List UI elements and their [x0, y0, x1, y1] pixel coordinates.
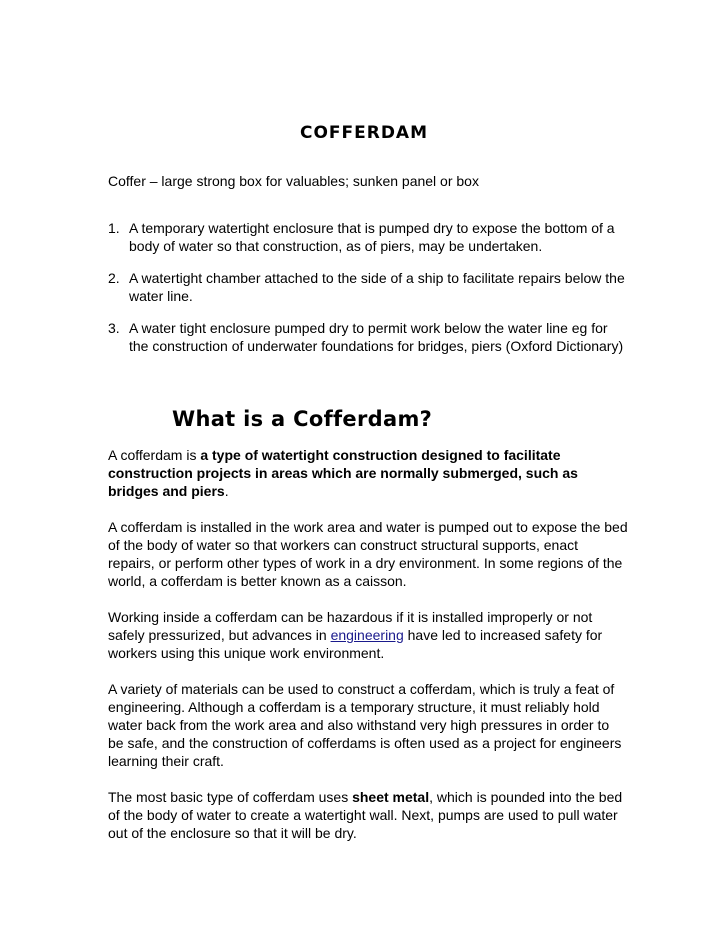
definition-number: 3.	[108, 320, 120, 336]
paragraph-1-lead: A cofferdam is	[108, 447, 201, 463]
definitions-list	[108, 219, 628, 369]
definition-text: A water tight enclosure pumped dry to permit work below the water line eg for the construction of underwater foundations for bridges, piers (Oxford Dictionary)	[129, 320, 624, 354]
paragraph-4: A variety of materials can be used to construct a cofferdam, which is truly a feat of engineering. Although a cofferdam is a temporary structure, it must reliably hold water back from the work area and also withstand very high pressures in order to be safe, and the construction of cofferdams is often used as a project for engineers learning their craft.	[108, 681, 622, 769]
paragraph-5	[108, 788, 628, 842]
paragraph-3	[108, 608, 628, 662]
paragraph-1-bold: a type of watertight construction designed to facilitate construction projects in areas which are normally submerged, such as bridges and piers	[108, 447, 578, 499]
paragraph-3-tail: have led to increased safety for workers using this unique work environment.	[108, 627, 603, 661]
definition-item-3	[108, 319, 628, 355]
section-heading: What is a Cofferdam?	[172, 407, 433, 431]
definition-text: A watertight chamber attached to the side of a ship to facilitate repairs below the water line.	[129, 270, 625, 304]
coffer-definition: Coffer – large strong box for valuables; sunken panel or box	[108, 173, 479, 189]
paragraph-5-lead: The most basic type of cofferdam uses	[108, 789, 353, 805]
section-body	[108, 446, 628, 860]
paragraph-5-bold: sheet metal	[352, 789, 430, 805]
definition-item-1	[108, 219, 628, 255]
paragraph-2: A cofferdam is installed in the work area and water is pumped out to expose the bed of the body of water so that workers can construct structural supports, enact repairs, or perform other types of work in a dry environment. In some regions of the world, a cofferdam is better known as a caisson.	[108, 519, 628, 589]
document-title: COFFERDAM	[299, 123, 429, 143]
engineering-link[interactable]: engineering	[330, 627, 404, 643]
paragraph-1-tail: .	[224, 483, 229, 499]
paragraph-5-tail: , which is pounded into the bed of the body of water to create a watertight wall. Next, pumps are used to pull water out of the enclosure so that it will be dry.	[108, 789, 623, 841]
definition-text: A temporary watertight enclosure that is pumped dry to expose the bottom of a body of water so that construction, as of piers, may be undertaken.	[129, 220, 615, 254]
paragraph-3-lead: Working inside a cofferdam can be hazardous if it is installed improperly or not safely pressurized, but advances in	[108, 609, 593, 643]
paragraph-1	[108, 446, 628, 500]
definition-number: 2.	[108, 270, 120, 286]
definition-item-2	[108, 269, 628, 305]
definition-number: 1.	[108, 220, 120, 236]
